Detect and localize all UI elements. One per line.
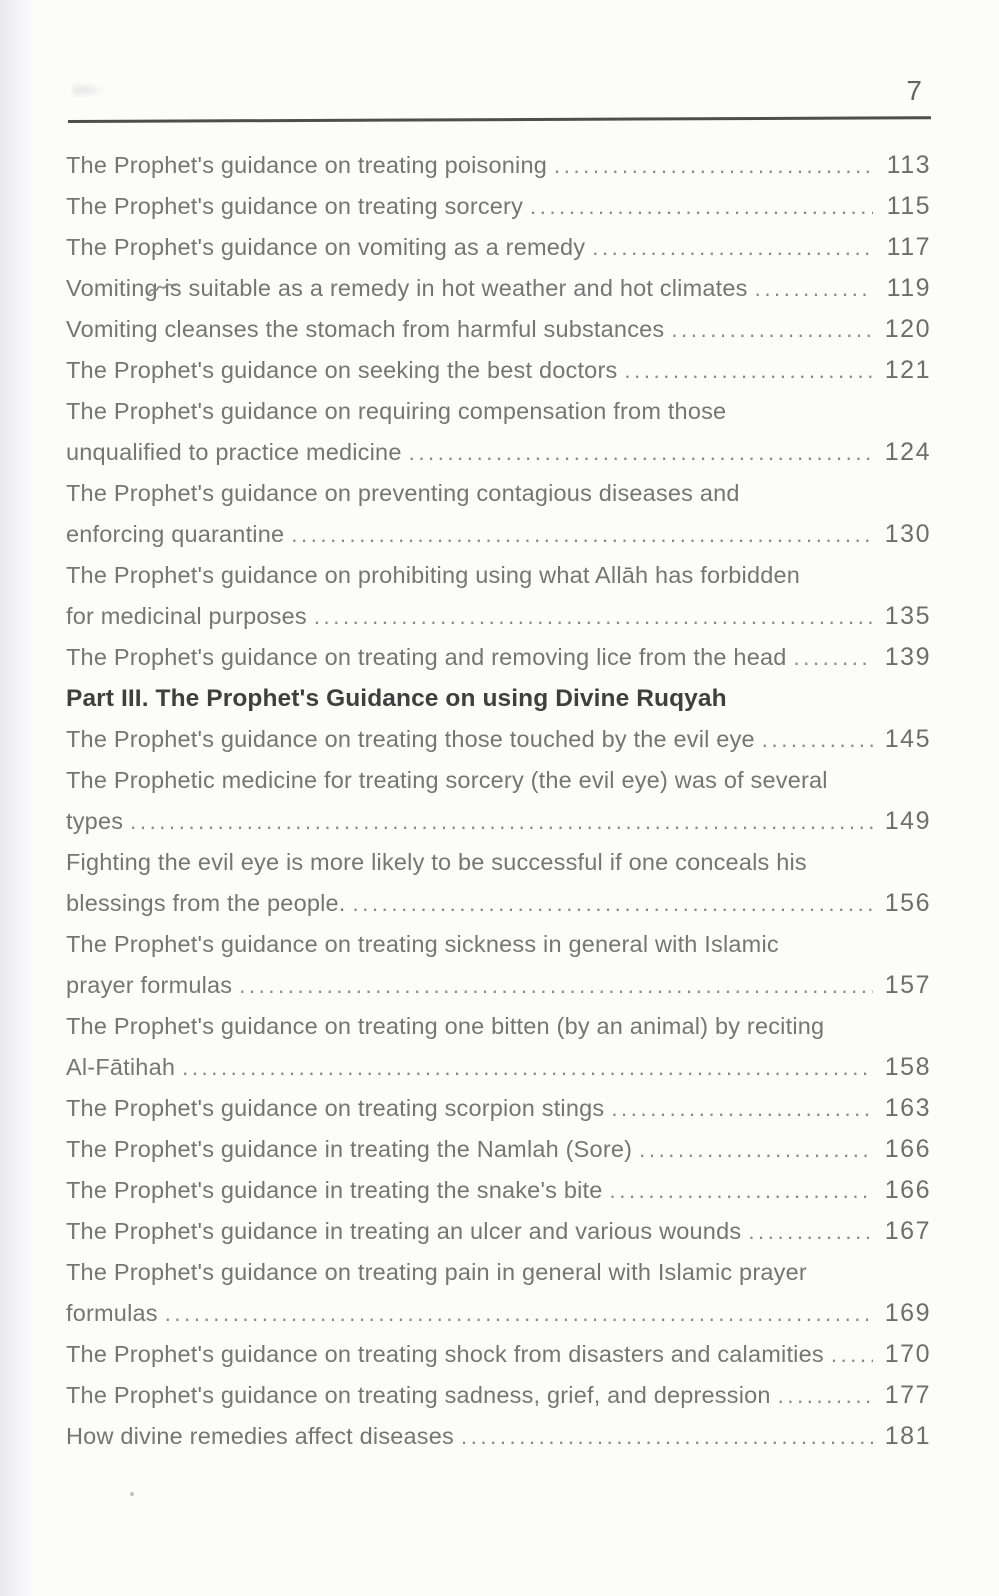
toc-entry-text: The Prophet's guidance on requiring compensation from those bbox=[66, 398, 727, 424]
page-header bbox=[0, 0, 999, 123]
toc-entry-text: Vomiting is suitable as a remedy in hot weather and hot climates bbox=[66, 275, 748, 301]
toc-entry bbox=[66, 391, 931, 432]
toc-entry bbox=[66, 965, 931, 1006]
toc-page-number: 130 bbox=[884, 520, 931, 548]
toc-page-number: 156 bbox=[884, 889, 931, 917]
toc-page-number: 113 bbox=[886, 151, 931, 179]
toc-entry bbox=[66, 473, 931, 514]
toc-entry-text: The Prophet's guidance on treating one bitten (by an animal) by reciting bbox=[66, 1013, 825, 1039]
toc-entry-text: The Prophet's guidance on treating shock from disasters and calamities bbox=[66, 1341, 824, 1367]
dot-leader bbox=[239, 965, 873, 1006]
toc-page-number: 181 bbox=[884, 1422, 931, 1450]
toc-entry bbox=[66, 1088, 931, 1129]
header-rule bbox=[68, 116, 931, 123]
toc-entry bbox=[66, 1047, 931, 1088]
toc-page-number: 167 bbox=[884, 1217, 931, 1245]
toc-entry bbox=[66, 1375, 931, 1416]
part-heading-text: Part III. The Prophet's Guidance on using Divine Ruqyah bbox=[66, 685, 727, 712]
toc-entry-text: unqualified to practice medicine bbox=[66, 439, 402, 465]
toc-entry bbox=[66, 1170, 931, 1211]
toc-entry-text: prayer formulas bbox=[66, 972, 233, 998]
toc-entry bbox=[66, 1293, 931, 1334]
toc-entry-text: The Prophet's guidance on treating sorcery bbox=[66, 193, 524, 219]
dot-leader bbox=[762, 719, 873, 760]
toc-entry bbox=[66, 801, 931, 842]
toc-entry-text: The Prophet's guidance on prohibiting using what Allāh has forbidden bbox=[66, 562, 801, 588]
toc-entry bbox=[66, 1211, 931, 1252]
toc-entry-text: Vomiting cleanses the stomach from harmful substances bbox=[66, 316, 665, 342]
toc-entry-text: How divine remedies affect diseases bbox=[66, 1423, 454, 1449]
dot-leader bbox=[610, 1170, 873, 1211]
part-heading bbox=[66, 678, 931, 719]
toc-entry-text: The Prophet's guidance on treating scorpion stings bbox=[66, 1095, 605, 1121]
toc-page-number: 149 bbox=[884, 807, 931, 835]
toc-entry-text: enforcing quarantine bbox=[66, 521, 285, 547]
toc-entry bbox=[66, 350, 931, 391]
toc-page-number: 117 bbox=[886, 233, 931, 261]
toc-entry-text: The Prophet's guidance on treating sadness, grief, and depression bbox=[66, 1382, 771, 1408]
dot-leader bbox=[165, 1293, 873, 1334]
dot-leader bbox=[130, 801, 873, 842]
toc-page-number: 157 bbox=[884, 971, 931, 999]
toc-entry bbox=[66, 186, 931, 227]
toc-entry bbox=[66, 1252, 931, 1293]
toc-entry bbox=[66, 924, 931, 965]
dot-leader bbox=[353, 883, 873, 924]
dot-leader bbox=[624, 350, 873, 391]
toc-entry-text: The Prophet's guidance in treating the Namlah (Sore) bbox=[66, 1136, 633, 1162]
toc-entry-text: The Prophet's guidance on seeking the best doctors bbox=[66, 357, 618, 383]
toc-page-number: 115 bbox=[886, 192, 931, 220]
toc-entry-text: formulas bbox=[66, 1300, 158, 1326]
dot-leader bbox=[794, 637, 873, 678]
dot-leader bbox=[314, 596, 873, 637]
table-of-contents bbox=[0, 123, 999, 1457]
toc-entry-text: The Prophetic medicine for treating sorcery (the evil eye) was of several bbox=[66, 767, 828, 793]
toc-entry-text: for medicinal purposes bbox=[66, 603, 307, 629]
toc-entry bbox=[66, 1006, 931, 1047]
dot-leader bbox=[748, 1211, 873, 1252]
toc-page-number: 158 bbox=[884, 1053, 931, 1081]
dot-leader bbox=[409, 432, 873, 473]
toc-page-number: 139 bbox=[884, 643, 931, 671]
toc-entry bbox=[66, 637, 931, 678]
dot-leader bbox=[554, 145, 873, 186]
toc-entry bbox=[66, 719, 931, 760]
toc-entry bbox=[66, 514, 931, 555]
toc-page-number: 119 bbox=[886, 274, 931, 302]
toc-entry-text: The Prophet's guidance in treating the snake's bite bbox=[66, 1177, 603, 1203]
toc-entry-text: Al-Fātihah bbox=[66, 1054, 176, 1080]
dot-leader bbox=[671, 309, 873, 350]
toc-page-number: 145 bbox=[884, 725, 931, 753]
toc-page-number: 170 bbox=[884, 1340, 931, 1368]
toc-entry bbox=[66, 432, 931, 473]
toc-page-number: 166 bbox=[884, 1135, 931, 1163]
toc-entry bbox=[66, 760, 931, 801]
toc-entry bbox=[66, 145, 931, 186]
toc-page-number: 124 bbox=[884, 438, 931, 466]
toc-entry-text: The Prophet's guidance on treating pain in general with Islamic prayer bbox=[66, 1259, 807, 1285]
toc-page-number: 169 bbox=[884, 1299, 931, 1327]
toc-entry-text: The Prophet's guidance on treating those touched by the evil eye bbox=[66, 726, 755, 752]
dot-leader bbox=[831, 1334, 873, 1375]
toc-page-number: 120 bbox=[884, 315, 931, 343]
dot-leader bbox=[592, 227, 873, 268]
toc-entry-text: Fighting the evil eye is more likely to be successful if one conceals his bbox=[66, 849, 807, 875]
dot-leader bbox=[755, 268, 873, 309]
toc-entry-text: The Prophet's guidance in treating an ulcer and various wounds bbox=[66, 1218, 742, 1244]
toc-page-number: 163 bbox=[884, 1094, 931, 1122]
toc-entry bbox=[66, 1416, 931, 1457]
toc-entry bbox=[66, 1129, 931, 1170]
toc-entry bbox=[66, 309, 931, 350]
dot-leader bbox=[291, 514, 873, 555]
toc-entry-text: The Prophet's guidance on treating poisoning bbox=[66, 152, 548, 178]
dot-leader bbox=[182, 1047, 873, 1088]
toc-page-number: 166 bbox=[884, 1176, 931, 1204]
toc-entry bbox=[66, 883, 931, 924]
dot-leader bbox=[461, 1416, 873, 1457]
toc-page-number: 121 bbox=[884, 356, 931, 384]
toc-entry bbox=[66, 596, 931, 637]
toc-entry bbox=[66, 268, 931, 309]
toc-entry-text: The Prophet's guidance on treating and removing lice from the head bbox=[66, 644, 787, 670]
toc-entry bbox=[66, 227, 931, 268]
toc-entry-text: The Prophet's guidance on preventing contagious diseases and bbox=[66, 480, 740, 506]
toc-entry-text: The Prophet's guidance on treating sickness in general with Islamic bbox=[66, 931, 779, 957]
toc-entry bbox=[66, 1334, 931, 1375]
toc-entry bbox=[66, 555, 931, 596]
toc-entry-text: blessings from the people. bbox=[66, 890, 346, 916]
toc-entry bbox=[66, 842, 931, 883]
toc-entry-text: types bbox=[66, 808, 124, 834]
scan-speck bbox=[130, 1492, 134, 1496]
toc-page-number: 177 bbox=[884, 1381, 931, 1409]
toc-entry-text: The Prophet's guidance on vomiting as a remedy bbox=[66, 234, 586, 260]
toc-page-number: 135 bbox=[884, 602, 931, 630]
dot-leader bbox=[530, 186, 873, 227]
dot-leader bbox=[639, 1129, 873, 1170]
dot-leader bbox=[611, 1088, 873, 1129]
page-number: 7 bbox=[906, 75, 923, 106]
dot-leader bbox=[778, 1375, 873, 1416]
